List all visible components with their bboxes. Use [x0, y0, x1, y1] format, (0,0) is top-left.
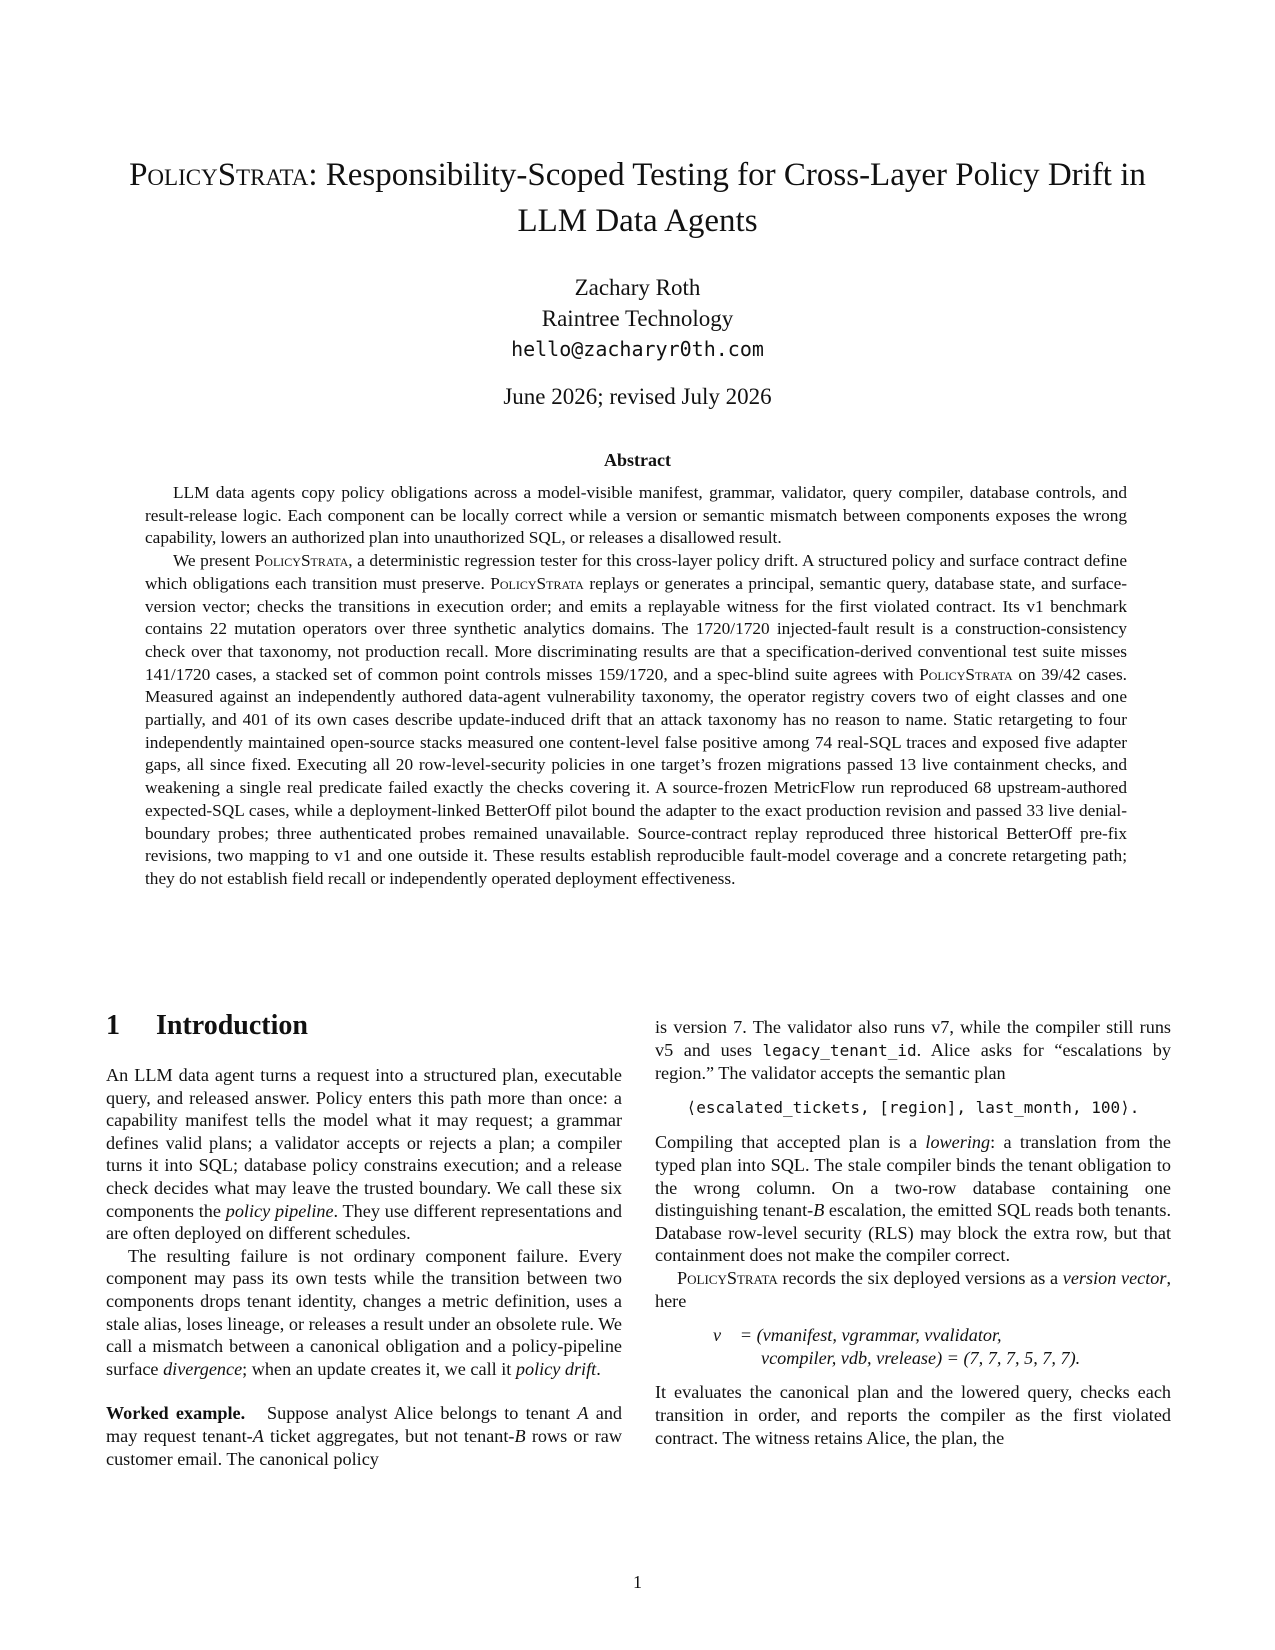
abstract-heading: Abstract	[604, 450, 671, 470]
page-number: 1	[633, 1572, 642, 1592]
system-name: PolicyStrata	[254, 551, 349, 571]
worked-example-paragraph	[106, 1402, 622, 1470]
emphasis: policy pipeline	[225, 1200, 334, 1221]
abstract-text: on 39/42 cases. Measured against an independently authored data-agent vulnerability taxonomy, the operator registry covers two of eight classes and one partially, and 401 of its own cases describe update-induced drift that an attack taxonomy has no reason to name. Static retargeting to four independently maintained open-source stacks measured one content-level false positive among 74 real-SQL traces and exposed five adapter gaps, all since fixed. Executing all 20 row-level-security policies in one target’s frozen migrations passed 13 live containment checks, and weakening a single real predicate failed exactly the checks covering it. A source-frozen MetricFlow run reproduced 68 upstream-authored expected-SQL cases, while a deployment-linked BetterOff pilot bound the adapter to the exact production revision and passed 33 live denial-boundary probes; three authenticated probes remained unavailable. Source-contract replay reproduced three historical BetterOff pre-fix revisions, two mapping to v1 and one outside it. These results establish reproducible fault-model coverage and a concrete retargeting path; they do not establish field recall or independently operated deployment effectiveness.	[145, 664, 1127, 888]
section-heading	[106, 1010, 622, 1042]
abstract-text: , a deterministic regression tester for this cross-layer policy drift. A structured policy and surface contract define which obligations each transition must preserve.	[145, 551, 1127, 593]
emphasis: version vector	[1062, 1267, 1167, 1288]
equation-line-2: vcompiler, vdb, vrelease) = (7, 7, 7, 5, 7, 7).	[761, 1347, 1081, 1368]
body-text: rows or raw customer email. The canonical policy	[106, 1425, 622, 1469]
intro-paragraph-2	[106, 1245, 622, 1381]
emphasis: divergence	[163, 1358, 243, 1379]
body-text: An LLM data agent turns a request into a structured plan, executable query, and released answer. Policy enters this path more than once: a capability manifest tells the model what it may request; a grammar defines valid plans; a validator accepts or rejects a plan; a compiler turns it into SQL; database policy constrains execution; and a release check decides what may leave the trusted boundary. We call these six components the	[106, 1065, 622, 1221]
section-number: 1	[106, 1010, 120, 1041]
math-var: B	[813, 1200, 825, 1221]
body-text: and may request tenant-	[106, 1403, 623, 1446]
body-text: The resulting failure is not ordinary component failure. Every component may pass its own tests while the transition between two components drops tenant identity, changes a metric definition, uses a stale alias, loses lineage, or releases a result under an obsolete rule. We call a mismatch between a canonical obligation and a policy-pipeline surface	[106, 1245, 622, 1379]
version-vector-equation	[713, 1324, 1171, 1369]
author-affiliation: Raintree Technology	[541, 306, 734, 331]
lowering-paragraph	[655, 1131, 1171, 1267]
left-column	[106, 1010, 622, 1470]
right-column	[655, 1016, 1171, 1449]
author-name: Zachary Roth	[574, 275, 701, 300]
body-text: .	[596, 1358, 601, 1379]
body-text: . They use different representations and are often deployed on different schedules.	[106, 1200, 622, 1244]
system-name: PolicyStrata	[919, 664, 1013, 684]
paper-title	[100, 152, 1175, 244]
emphasis: lowering	[925, 1132, 991, 1153]
abstract-text: We present	[173, 551, 255, 571]
paper-date: June 2026; revised July 2026	[503, 384, 772, 409]
body-text: ; when an update creates it, we call it	[242, 1358, 516, 1379]
code-identifier: legacy_tenant_id	[762, 1040, 917, 1060]
system-name: PolicyStrata	[677, 1267, 778, 1288]
abstract-text: replays or generates a principal, semantic query, database state, and surface-version vector; checks the transitions in execution order; and emits a replayable witness for the first violated contract. Its v1 benchmark contains 22 mutation operators over three synthetic analytics domains. The 1720/1720 injected-fault result is a construction-consistency check over that taxonomy, not production recall. More discriminating results are that a specification-derived conventional test suite misses 141/1720 cases, a stacked set of common point controls misses 159/1720, and a spec-blind suite agrees with	[145, 573, 1128, 684]
body-text: Suppose analyst Alice belongs to tenant	[266, 1403, 578, 1424]
abstract-body	[145, 482, 1127, 891]
body-text: Compiling that accepted plan is a	[655, 1132, 926, 1153]
continued-paragraph	[655, 1016, 1171, 1085]
section-title: Introduction	[156, 1010, 308, 1041]
abstract-paragraph-2	[145, 550, 1127, 891]
math-var: B	[514, 1425, 526, 1446]
body-text: : a translation from the typed plan into SQL. The stale compiler binds the tenant obligation to the wrong column. On a two-row database containing one distinguishing tenant-	[655, 1132, 1171, 1221]
equation-line-1: v⃗ = (vmanifest, vgrammar, vvalidator,	[713, 1325, 1002, 1346]
evaluation-paragraph: It evaluates the canonical plan and the lowered query, checks each transition in order, and reports the compiler as the first violated contract. The witness retains Alice, the plan, the	[655, 1382, 1171, 1448]
version-vector-paragraph	[655, 1267, 1171, 1312]
author-block	[100, 272, 1175, 365]
body-text: . Alice asks for “escalations by region.” The validator accepts the semantic plan	[655, 1039, 1171, 1084]
title-system-name: PolicyStrata	[129, 157, 309, 193]
body-text: escalation, the emitted SQL reads both tenants. Database row-level security (RLS) may block the extra row, but that containment does not make the compiler correct.	[655, 1200, 1172, 1266]
author-email: hello@zacharyr0th.com	[511, 337, 764, 361]
paragraph-heading: Worked example.	[106, 1403, 246, 1424]
body-text: records the six deployed versions as a	[777, 1267, 1063, 1288]
emphasis: policy drift	[515, 1358, 597, 1379]
title-rest: : Responsibility-Scoped Testing for Cross-Layer Policy Drift in LLM Data Agents	[308, 157, 1146, 239]
math-var: A	[577, 1403, 589, 1424]
body-text: , here	[655, 1267, 1171, 1311]
math-var: A	[252, 1425, 264, 1446]
system-name: PolicyStrata	[490, 573, 584, 593]
intro-paragraph-1	[106, 1064, 622, 1245]
abstract-paragraph-1: LLM data agents copy policy obligations across a model-visible manifest, grammar, validator, query compiler, database controls, and result-release logic. Each component can be locally correct while a version or semantic mismatch between components exposes the wrong capability, lowers an authorized plan into unauthorized SQL, or releases a disallowed result.	[145, 483, 1127, 548]
body-text: is version 7. The validator also runs v7, while the compiler still runs v5 and uses	[655, 1017, 1171, 1060]
semantic-plan-tuple: ⟨escalated_tickets, [region], last_month, 100⟩.	[686, 1097, 1140, 1117]
body-text: ticket aggregates, but not tenant-	[263, 1425, 515, 1446]
